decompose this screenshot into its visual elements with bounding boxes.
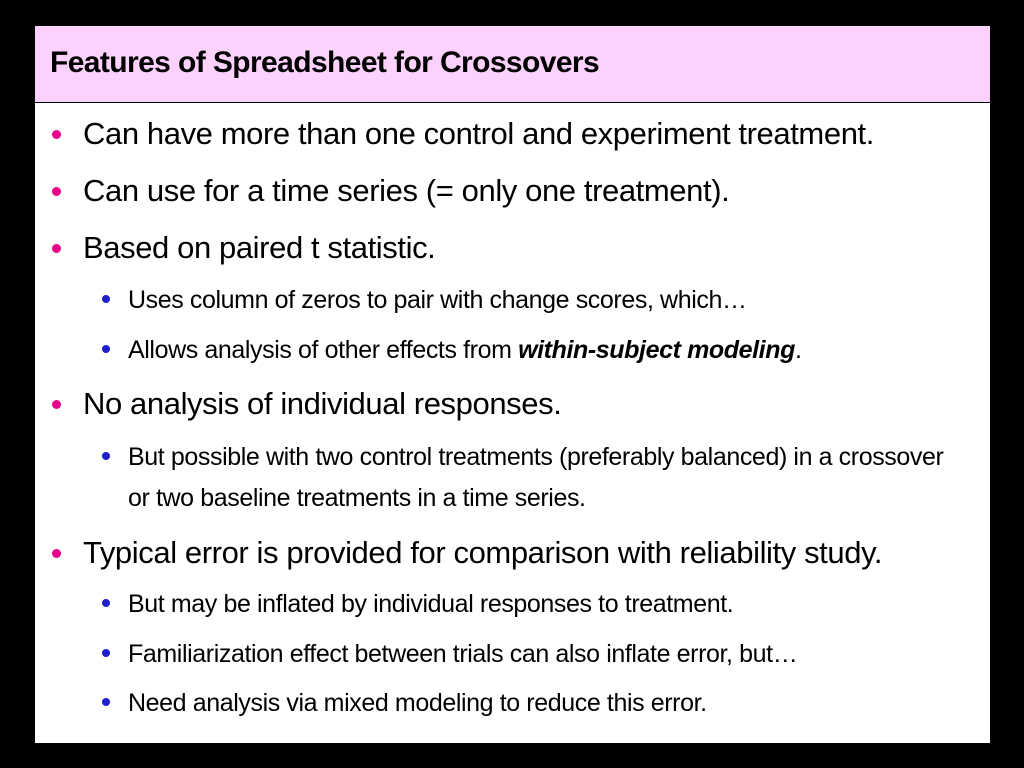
bullet-item bbox=[83, 173, 729, 209]
sub-bullet-dot-icon bbox=[102, 599, 110, 607]
sub-bullet-text: Need analysis via mixed modeling to reduce this error. bbox=[128, 689, 707, 717]
bullet-text: Can use for a time series (= only one treatment). bbox=[83, 173, 730, 208]
sub-bullet-dot-icon bbox=[102, 345, 110, 353]
sub-bullet-item bbox=[128, 280, 988, 321]
sub-bullet-text: Uses column of zeros to pair with change scores, which… bbox=[128, 286, 747, 314]
sub-bullet-item bbox=[128, 437, 968, 519]
bullet-item bbox=[83, 230, 435, 266]
sub-bullet-item bbox=[128, 584, 988, 625]
sub-bullet-dot-icon bbox=[102, 698, 110, 706]
bullet-item bbox=[83, 535, 882, 571]
bullet-text: No analysis of individual responses. bbox=[83, 386, 562, 421]
bullet-text: Based on paired t statistic. bbox=[83, 230, 436, 265]
sub-bullet-dot-icon bbox=[102, 452, 110, 460]
bullet-dot-icon bbox=[52, 244, 61, 253]
sub-bullet-item bbox=[128, 634, 988, 675]
bullet-dot-icon bbox=[52, 130, 61, 139]
emphasized-term: within-subject modeling bbox=[518, 336, 795, 364]
slide-title: Features of Spreadsheet for Crossovers bbox=[50, 46, 600, 79]
slide bbox=[35, 26, 990, 743]
sub-bullet-dot-icon bbox=[102, 649, 110, 657]
bullet-dot-icon bbox=[52, 400, 61, 409]
sub-bullet-item bbox=[128, 683, 988, 724]
sub-bullet-text: But possible with two control treatments (preferably balanced) in a crossover or two baseline treatments in a time series. bbox=[128, 443, 944, 512]
sub-bullet-text: Familiarization effect between trials can also inflate error, but… bbox=[128, 640, 798, 668]
sub-bullet-text: But may be inflated by individual responses to treatment. bbox=[128, 590, 734, 618]
sub-bullet-text: Allows analysis of other effects from bbox=[128, 336, 519, 364]
sub-bullet-item bbox=[128, 330, 988, 371]
title-bar bbox=[35, 26, 990, 103]
bullet-text: Typical error is provided for comparison with reliability study. bbox=[83, 535, 883, 570]
bullet-text: Can have more than one control and experiment treatment. bbox=[83, 116, 874, 151]
sub-bullet-text-end: . bbox=[794, 336, 802, 364]
sub-bullet-dot-icon bbox=[102, 295, 110, 303]
bullet-item bbox=[83, 386, 561, 422]
bullet-dot-icon bbox=[52, 549, 61, 558]
bullet-item bbox=[83, 116, 874, 152]
bullet-dot-icon bbox=[52, 187, 61, 196]
